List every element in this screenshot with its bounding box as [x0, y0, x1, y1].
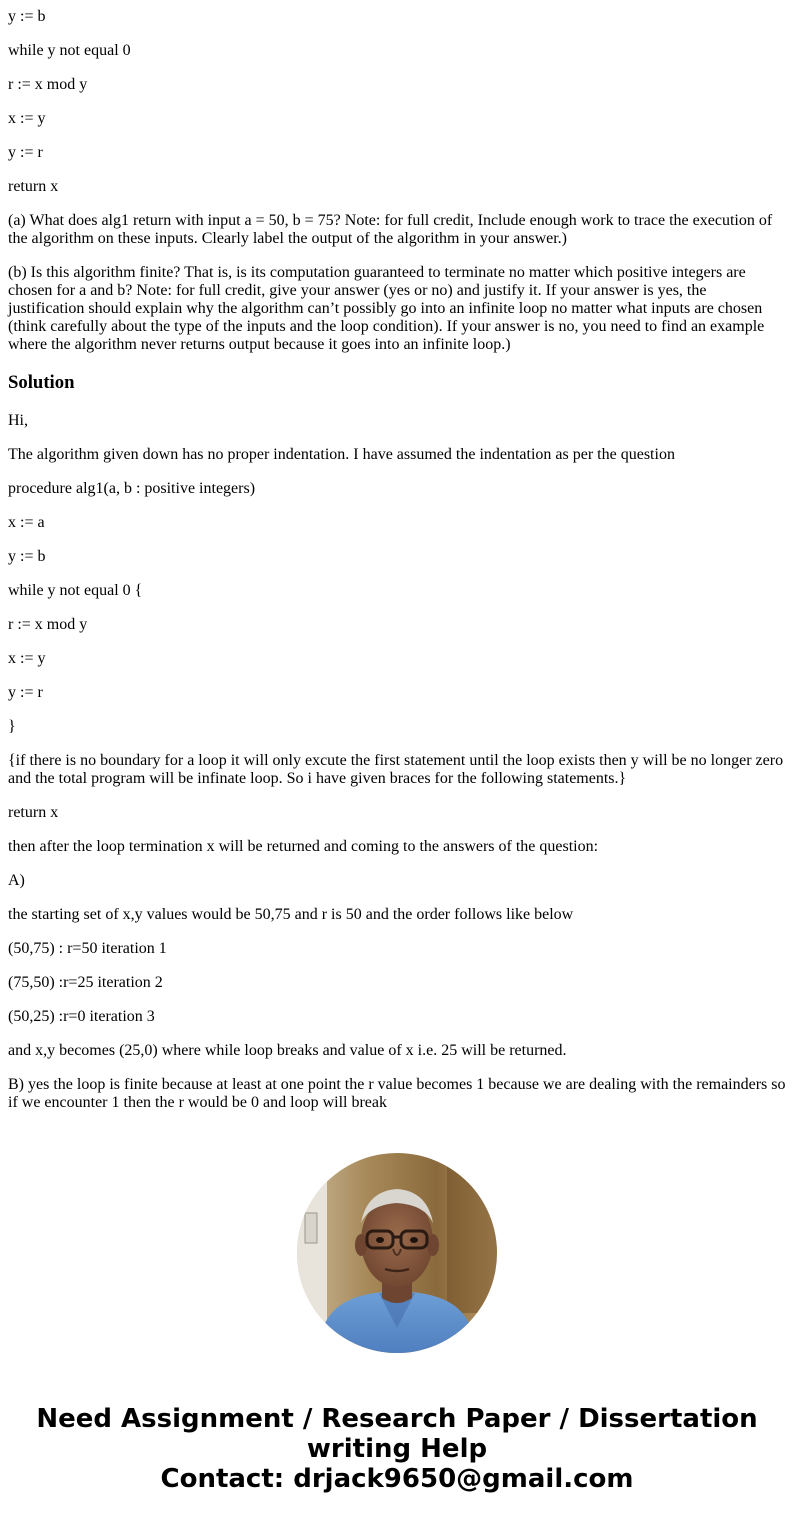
- solution-paragraph: }: [8, 718, 16, 735]
- question-line: r := x mod y: [8, 76, 88, 93]
- solution-paragraph: The algorithm given down has no proper indentation. I have assumed the indentation as per the question: [8, 446, 675, 463]
- question-line: y := r: [8, 144, 43, 161]
- promo-line-1: Need Assignment / Research Paper / Dissertation: [36, 1404, 758, 1434]
- question-part-b: (b) Is this algorithm finite? That is, is its computation guaranteed to terminate no matter which positive integers are chosen for a and b? Note: for full credit, give your answer (yes or no) and justify it. If your answer is yes, the justification should explain why the algorithm can’t possibly go into an infinite loop no matter what inputs are chosen (think carefully about the type of the inputs and the loop condition). If your answer is no, you need to find an example where the algorithm never returns output because it goes into an infinite loop.): [8, 264, 765, 353]
- solution-paragraph: (50,75) : r=50 iteration 1: [8, 940, 167, 957]
- solution-paragraph: r := x mod y: [8, 616, 88, 633]
- solution-paragraph: then after the loop termination x will be returned and coming to the answers of the question:: [8, 838, 599, 855]
- solution-heading: Solution: [8, 372, 75, 393]
- solution-paragraph: and x,y becomes (25,0) where while loop breaks and value of x i.e. 25 will be returned.: [8, 1042, 567, 1059]
- tutor-photo: [297, 1153, 497, 1353]
- solution-paragraph: y := r: [8, 684, 43, 701]
- solution-paragraph: A): [8, 872, 25, 889]
- document-body: [8, 0, 786, 1128]
- question-line: return x: [8, 178, 59, 195]
- question-line: y := b: [8, 8, 46, 25]
- solution-paragraph: while y not equal 0 {: [8, 582, 143, 599]
- solution-paragraph: return x: [8, 804, 59, 821]
- solution-paragraph: B) yes the loop is finite because at least at one point the r value becomes 1 because we are dealing with the remainders so if we encounter 1 then the r would be 0 and loop will break: [8, 1076, 786, 1111]
- promo-banner: [0, 1404, 794, 1494]
- question-part-a: (a) What does alg1 return with input a = 50, b = 75? Note: for full credit, Include enough work to trace the execution of the algorithm on these inputs. Clearly label the output of the algorithm in your answer.): [8, 212, 773, 247]
- solution-paragraph: procedure alg1(a, b : positive integers): [8, 480, 256, 497]
- solution-paragraph: (50,25) :r=0 iteration 3: [8, 1008, 155, 1025]
- solution-paragraph: y := b: [8, 548, 46, 565]
- solution-paragraph: the starting set of x,y values would be 50,75 and r is 50 and the order follows like below: [8, 906, 574, 923]
- promo-line-2: writing Help: [306, 1434, 488, 1464]
- question-line: x := y: [8, 110, 46, 127]
- solution-paragraph: {if there is no boundary for a loop it will only excute the first statement until the loop exists then y will be no longer zero and the total program will be infinate loop. So i have given braces for the following statements.}: [8, 752, 784, 787]
- solution-paragraph: Hi,: [8, 412, 28, 429]
- solution-paragraph: (75,50) :r=25 iteration 2: [8, 974, 163, 991]
- promo-contact: Contact: drjack9650@gmail.com: [160, 1464, 634, 1494]
- solution-paragraph: x := y: [8, 650, 46, 667]
- solution-paragraph: x := a: [8, 514, 45, 531]
- tutor-portrait-image: [297, 1153, 497, 1353]
- question-line: while y not equal 0: [8, 42, 131, 59]
